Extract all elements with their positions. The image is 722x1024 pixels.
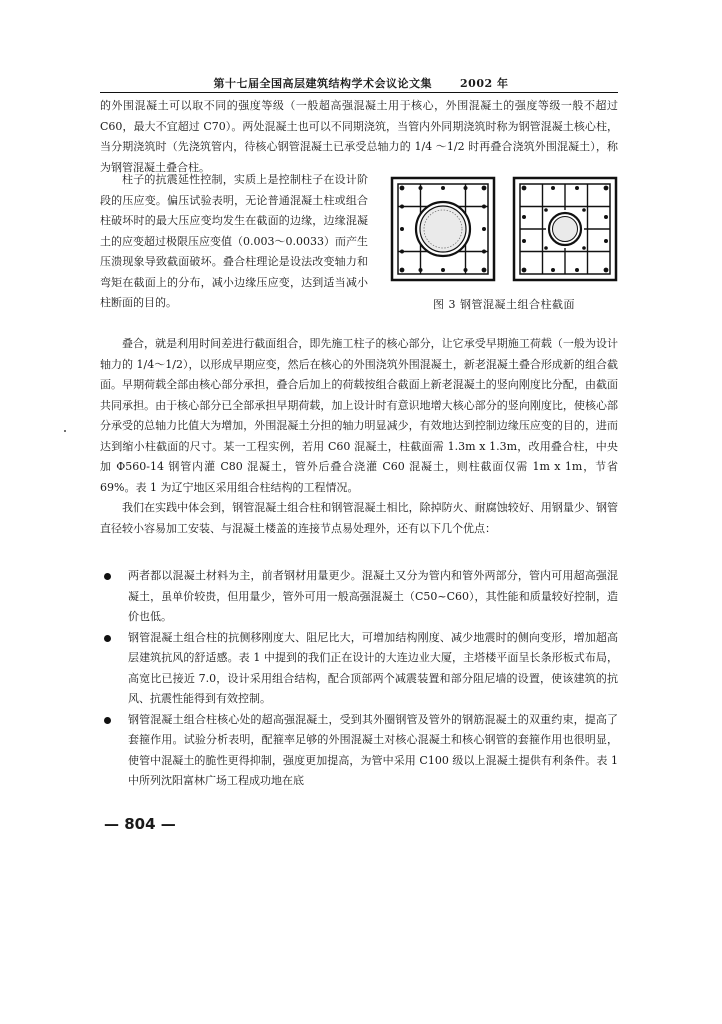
paragraph-continued: 的外围混凝土可以取不同的强度等级（一般超高强混凝土用于核心，外围混凝土的强度等级一般不超过 C60，最大不宜超过 C70）。两处混凝土也可以不同期浇筑，当管内外同期浇筑时称为钢管混凝土核心柱，当分期浇筑时（先浇筑管内，待核心钢管混凝土已承受总轴力的 1/4 ～1/2 时再叠合浇筑外围混凝土），称为钢管混凝土叠合柱。 bbox=[100, 99, 618, 174]
list-item-text: 钢管混凝土组合柱核心处的超高强混凝土，受到其外圈钢管及管外的钢筋混凝土的双重约束，提高了套箍作用。试验分析表明，配箍率足够的外围混凝土对核心混凝土和核心钢管的套箍作用也很明显，使管中混凝土的脆性更得抑制，强度更加提高，为管中采用 C100 级以上混凝土提供有利条件。表 1 中所列沈阳富林广场工程成功地在底 bbox=[128, 712, 618, 787]
advantages-list bbox=[100, 566, 618, 792]
paragraph-ductility: 柱子的抗震延性控制，实质上是控制柱子在设计阶段的压应变。偏压试验表明，无论普通混凝土柱或组合柱破坏时的最大压应变均发生在截面的边缘，边缘混凝土的应变超过极限压应变值（0.003～0.0033）而产生压溃现象导致截面破坏。叠合柱理论是设法改变轴力和弯矩在截面上的分布，减小边缘压应变，达到适当减小柱断面的目的。 bbox=[100, 173, 368, 309]
left-text-block bbox=[100, 170, 368, 314]
composite-column-sections bbox=[390, 176, 618, 282]
paragraph-lamination: 叠合，就是利用时间差进行截面组合，即先施工柱子的核心部分，让它承受早期施工荷载（一般为设计轴力的 1/4～1/2），以形成早期应变，然后在核心的外围浇筑外围混凝土，新老混凝土叠合形成新的组合截面。早期荷载全部由核心部分承担，叠合后加上的荷载按组合截面上新老混凝土的竖向刚度比分配，由截面共同承担。由于核心部分已全部承担早期荷载，加上设计时有意识地增大核心部分的竖向刚度比，使核心部分承受的总轴力比值大为增加，外围混凝土分担的轴力明显减少，有效地达到控制边缘压应变的目的，进而达到缩小柱截面的尺寸。某一工程实例，若用 C60 混凝土，柱截面需 1.3m x 1.3m，改用叠合柱，中央加 Φ560-14 钢管内灌 C80 混凝土，管外后叠合浇灌 C60 混凝土，则柱截面仅需 1m x 1m，节省 69%。表 1 为辽宁地区采用组合柱结构的工程情况。 bbox=[100, 337, 618, 494]
top-text-block bbox=[100, 96, 618, 178]
section-left bbox=[392, 178, 494, 280]
list-item-text: 钢管混凝土组合柱的抗侧移刚度大、阻尼比大，可增加结构刚度、减少地震时的侧向变形，增加超高层建筑抗风的舒适感。表 1 中提到的我们正在设计的大连边业大厦，主塔楼平面呈长条形板式布局，高宽比已接近 7.0，设计采用组合结构，配合顶部两个减震装置和部分阻尼墙的设置，使该建筑的抗风、抗震性能得到有效控制。 bbox=[128, 630, 618, 705]
bullet-icon bbox=[104, 635, 111, 642]
middle-text-block bbox=[100, 334, 618, 539]
header-title: 第十七届全国高层建筑结构学术会议论文集 bbox=[213, 77, 433, 90]
list-item bbox=[100, 628, 618, 710]
bullet-icon bbox=[104, 573, 111, 580]
header-year: 2002 年 bbox=[460, 77, 509, 90]
page-number: — 804 — bbox=[104, 815, 176, 833]
figure-3 bbox=[390, 176, 618, 282]
running-header bbox=[0, 75, 722, 91]
section-right bbox=[514, 178, 616, 280]
figure-caption: 图 3 钢管混凝土组合柱截面 bbox=[433, 298, 575, 311]
list-item-text: 两者都以混凝土材料为主，前者钢材用量更少。混凝土又分为管内和管外两部分，管内可用超高强混凝土，虽单价较贵，但用量少，管外可用一般高强混凝土（C50~C60），其性能和质量较好控制，造价也低。 bbox=[128, 569, 618, 623]
header-rule bbox=[100, 92, 618, 93]
list-item bbox=[100, 710, 618, 792]
scan-speck bbox=[64, 430, 66, 432]
paragraph-advantages-intro: 我们在实践中体会到，钢管混凝土组合柱和钢管混凝土相比，除掉防火、耐腐蚀较好、用钢量少、钢管直径较小容易加工安装、与混凝土楼盖的连接节点易处理外，还有以下几个优点： bbox=[100, 501, 618, 535]
bullet-icon bbox=[104, 717, 111, 724]
list-item bbox=[100, 566, 618, 628]
